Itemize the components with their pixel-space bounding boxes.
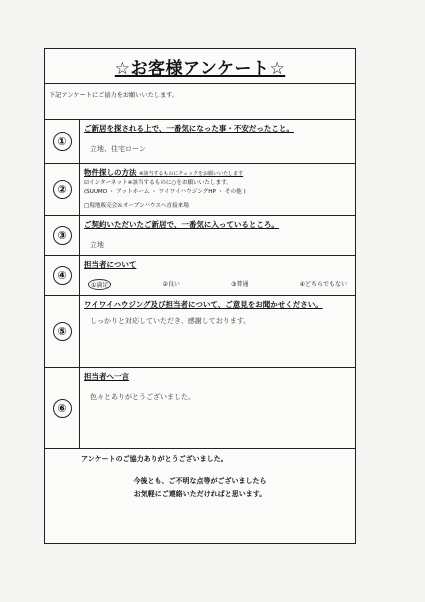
number-badge-5: ⑤: [53, 322, 72, 341]
question-number-1: [45, 120, 80, 163]
number-badge-6: ⑥: [53, 399, 72, 418]
question-number-2: [45, 164, 80, 215]
question-note-2: ※該当するものにチェックをお願いいたします: [139, 171, 244, 177]
number-badge-1: ①: [53, 132, 72, 151]
answer-text-6: 色々とありがとうございました。: [90, 393, 195, 401]
question-row-5: [45, 296, 355, 368]
question-number-3: [45, 216, 80, 255]
survey-title-row: [45, 49, 355, 84]
question-number-6: [45, 368, 80, 448]
question-number-4: [45, 256, 80, 295]
intro-text: 下記アンケートにご協力をお願いいたします。: [45, 84, 355, 120]
question-cell-2: [80, 164, 355, 215]
question-cell-6: [80, 368, 355, 448]
answer-text-3: 立地: [90, 241, 104, 249]
question-cell-3: [80, 216, 355, 255]
question-row-2: [45, 164, 355, 216]
survey-title: ☆お客様アンケート☆: [114, 58, 286, 79]
answer-text-5: しっかりと対応していただき、感謝しております。: [90, 317, 251, 325]
option-2: (SUUMO ・ アットホーム ・ ワイワイハウジングHP ・ その他 ): [84, 189, 246, 195]
question-heading-2: [84, 167, 351, 178]
number-badge-3: ③: [53, 226, 72, 245]
option-3: □現地販売会＆オープンハウスへ直接来場: [84, 203, 189, 209]
option-1: ☑インターネット※該当するものに○をお願いいたします。: [84, 180, 232, 186]
number-badge-2: ②: [53, 180, 72, 199]
question-row-4: [45, 256, 355, 296]
survey-sheet: [44, 48, 356, 544]
choice-2: ②良い: [162, 281, 180, 288]
question-text-5: ワイワイハウジング及び担当者について、ご意見をお聞かせください。: [84, 300, 323, 309]
footer: [45, 454, 355, 499]
footer-line-2: 今後とも、ご不明な点等がございましたら: [133, 477, 267, 485]
question-cell-4: [80, 256, 355, 295]
question-text-6: 担当者へ一言: [84, 372, 129, 381]
question-cell-5: [80, 296, 355, 367]
choice-3: ③普通: [231, 281, 249, 288]
question-text-3: ご契約いただいたご新居で、一番気に入っているところ。: [84, 220, 279, 229]
choice-1: ①満足: [88, 279, 111, 290]
question-row-6: [45, 368, 355, 449]
question-text-4: 担当者について: [84, 260, 137, 269]
question-number-5: [45, 296, 80, 367]
question-row-3: [45, 216, 355, 256]
question-text-1: ご新居を探される上で、一番気になった事・不安だったこと。: [84, 124, 294, 133]
footer-thanks: アンケートのご協力ありがとうございました。: [81, 455, 228, 463]
question-cell-1: [80, 120, 355, 163]
rating-choices: [84, 279, 351, 290]
question-text-2: 物件探しの方法: [84, 168, 137, 177]
number-badge-4: ④: [53, 266, 72, 285]
question-row-1: [45, 120, 355, 164]
answer-text-1: 立地、住宅ローン: [90, 145, 146, 153]
choice-4: ④どちらでもない: [299, 281, 347, 288]
footer-line-3: お気軽にご連絡いただければと思います。: [133, 490, 267, 498]
